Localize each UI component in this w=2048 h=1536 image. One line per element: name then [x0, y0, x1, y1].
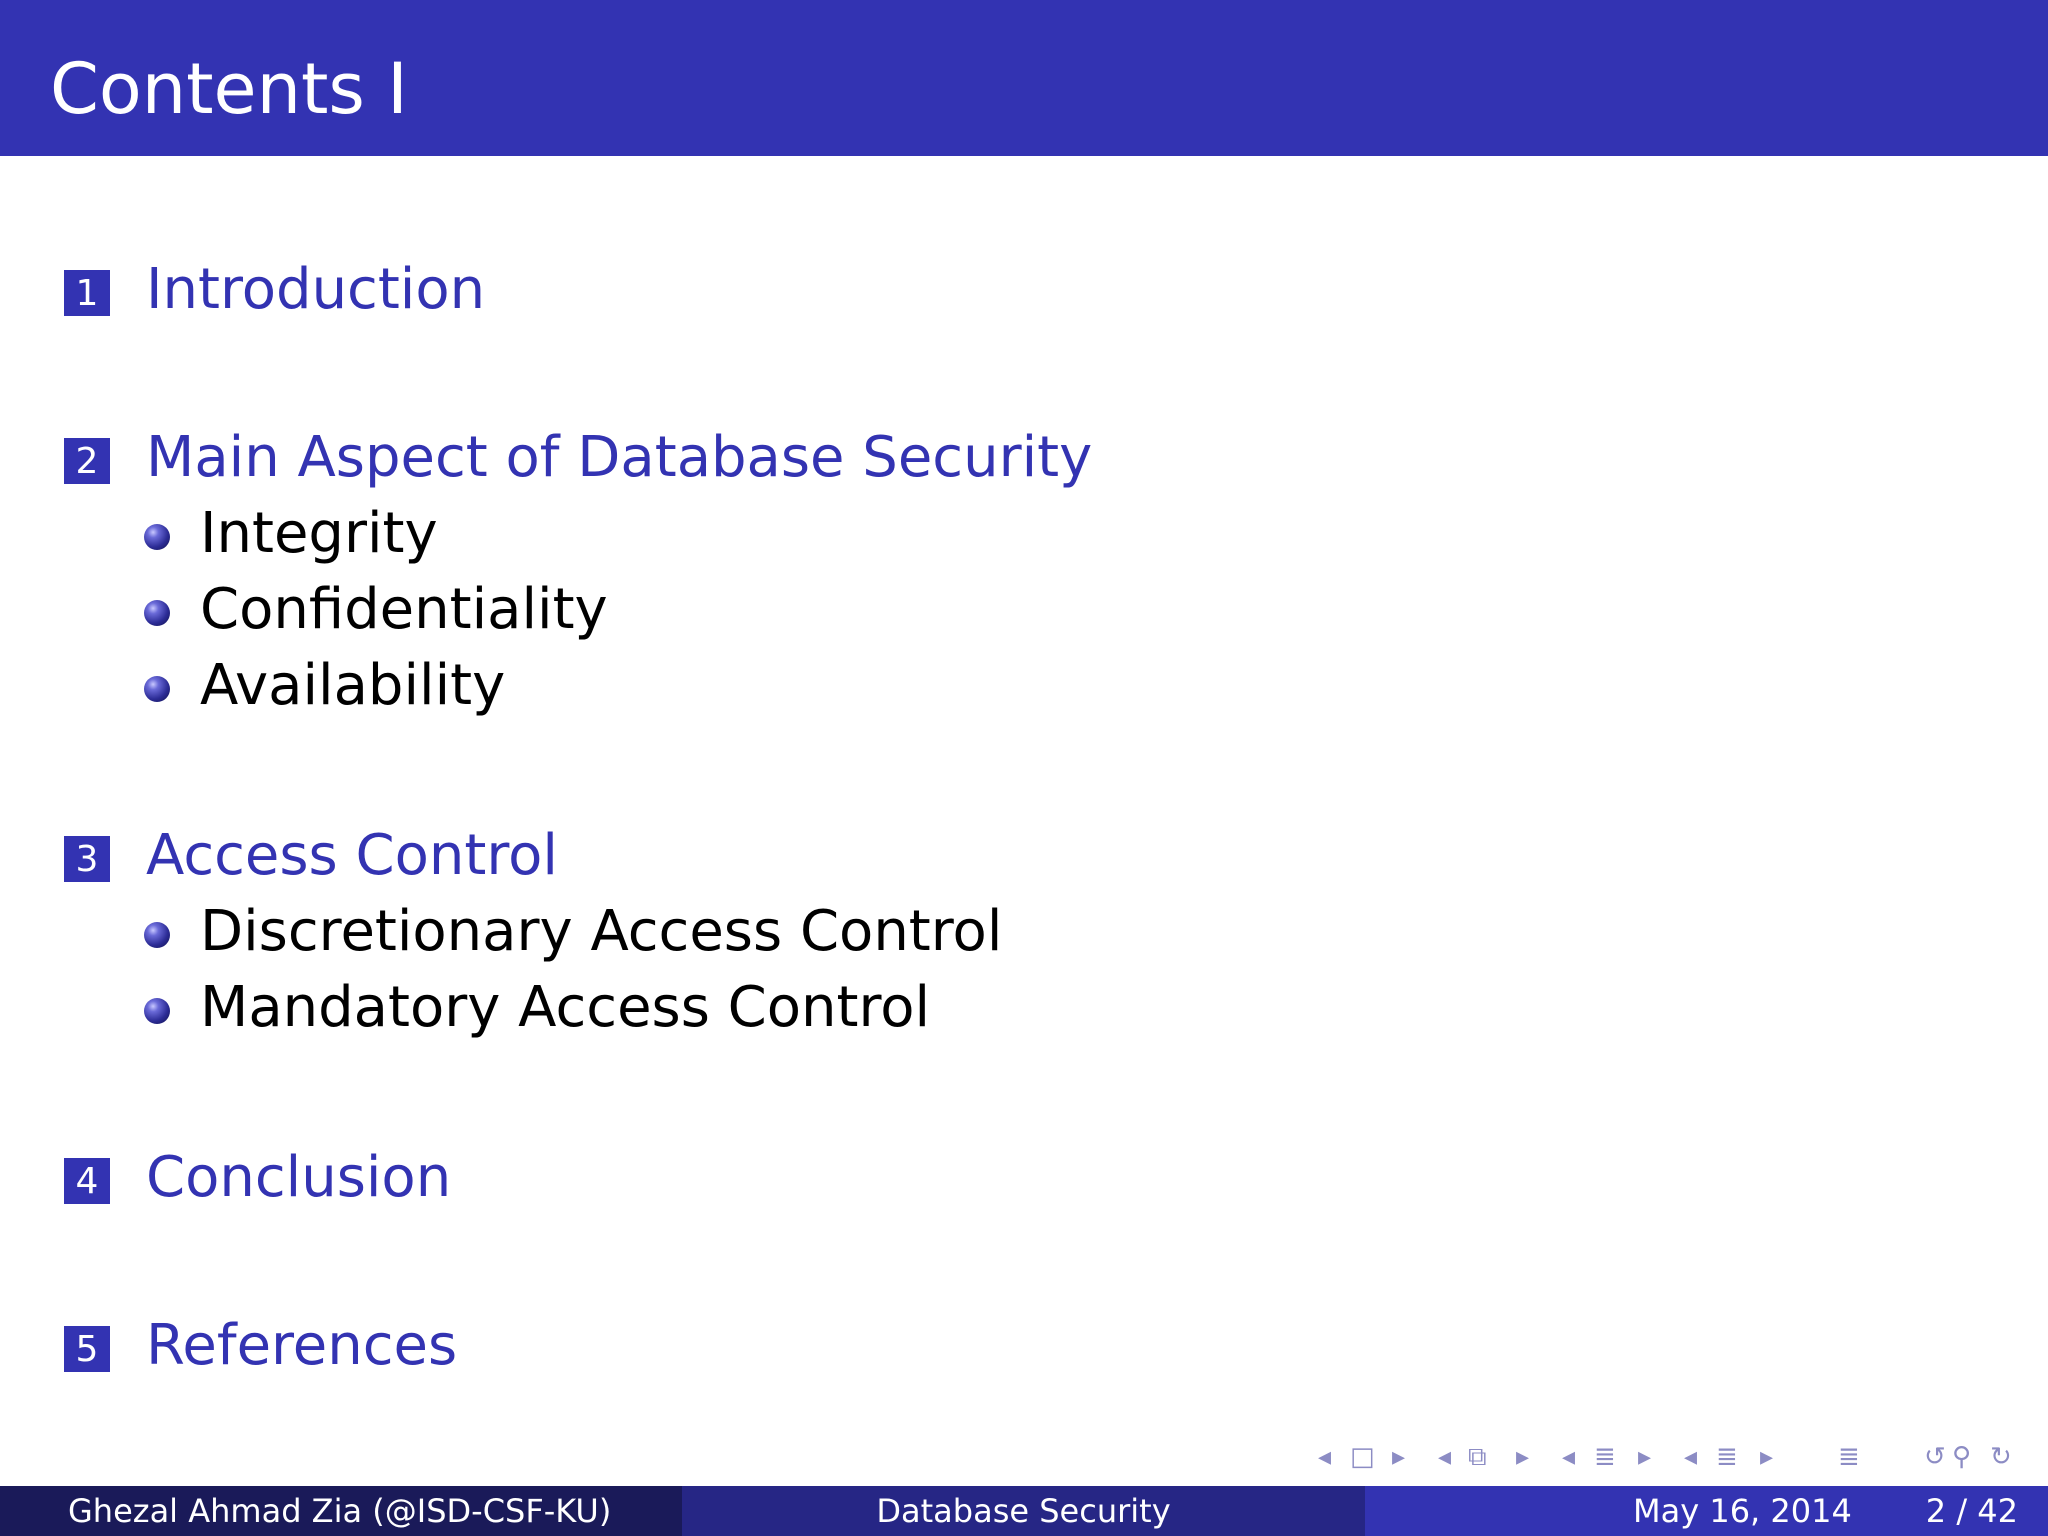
footer-author-box	[0, 1486, 682, 1536]
section-number-badge: 2	[64, 438, 110, 484]
section-icon[interactable]: ≣	[1594, 1442, 1616, 1472]
nav-next-arrow-icon[interactable]: ▸	[1638, 1442, 1652, 1472]
back-icon[interactable]: ↺	[1924, 1442, 1946, 1472]
frame-title-bar	[0, 0, 2048, 156]
section-number-badge: 5	[64, 1326, 110, 1372]
search-icon[interactable]: ⚲	[1952, 1442, 1972, 1472]
nav-prev-arrow-icon[interactable]: ◂	[1684, 1442, 1698, 1472]
footer-title-box	[682, 1486, 1365, 1536]
footer-title: Database Security	[876, 1492, 1171, 1530]
footer-date-box	[1365, 1486, 2048, 1536]
footline	[0, 1486, 2048, 1536]
nav-prev-arrow-icon[interactable]: ◂	[1318, 1442, 1332, 1472]
bullet-ball-icon	[144, 922, 170, 948]
subsection-title[interactable]: Integrity	[200, 501, 438, 566]
bullet-ball-icon	[144, 998, 170, 1024]
subsection-title[interactable]: Availability	[200, 653, 506, 718]
nav-next-arrow-icon[interactable]: ▸	[1392, 1442, 1406, 1472]
nav-prev-arrow-icon[interactable]: ◂	[1562, 1442, 1576, 1472]
navigation-symbols	[0, 1438, 2048, 1476]
subsection-title[interactable]: Mandatory Access Control	[200, 975, 931, 1040]
frame-title: Contents I	[50, 48, 408, 130]
frame-icon[interactable]: □	[1350, 1442, 1375, 1472]
footer-date: May 16, 2014	[1633, 1492, 1852, 1530]
forward-icon[interactable]: ↻	[1990, 1442, 2012, 1472]
section-title[interactable]: Main Aspect of Database Security	[146, 425, 1093, 490]
subsection-icon[interactable]: ⧉	[1468, 1442, 1487, 1472]
document-icon[interactable]: ≣	[1716, 1442, 1738, 1472]
section-number-badge: 4	[64, 1158, 110, 1204]
section-number-badge: 1	[64, 270, 110, 316]
footer-author: Ghezal Ahmad Zia (@ISD-CSF-KU)	[68, 1492, 612, 1530]
subsection-title[interactable]: Confidentiality	[200, 577, 608, 642]
appendix-icon[interactable]: ≣	[1838, 1442, 1860, 1472]
bullet-ball-icon	[144, 676, 170, 702]
section-title[interactable]: Introduction	[146, 257, 486, 322]
section-title[interactable]: Conclusion	[146, 1145, 452, 1210]
bullet-ball-icon	[144, 600, 170, 626]
nav-next-arrow-icon[interactable]: ▸	[1516, 1442, 1530, 1472]
section-title[interactable]: Access Control	[146, 823, 558, 888]
footer-page-number: 2 / 42	[1925, 1492, 2018, 1530]
subsection-title[interactable]: Discretionary Access Control	[200, 899, 1003, 964]
bullet-ball-icon	[144, 524, 170, 550]
section-number-badge: 3	[64, 836, 110, 882]
section-title[interactable]: References	[146, 1313, 458, 1378]
nav-prev-arrow-icon[interactable]: ◂	[1438, 1442, 1452, 1472]
nav-next-arrow-icon[interactable]: ▸	[1760, 1442, 1774, 1472]
